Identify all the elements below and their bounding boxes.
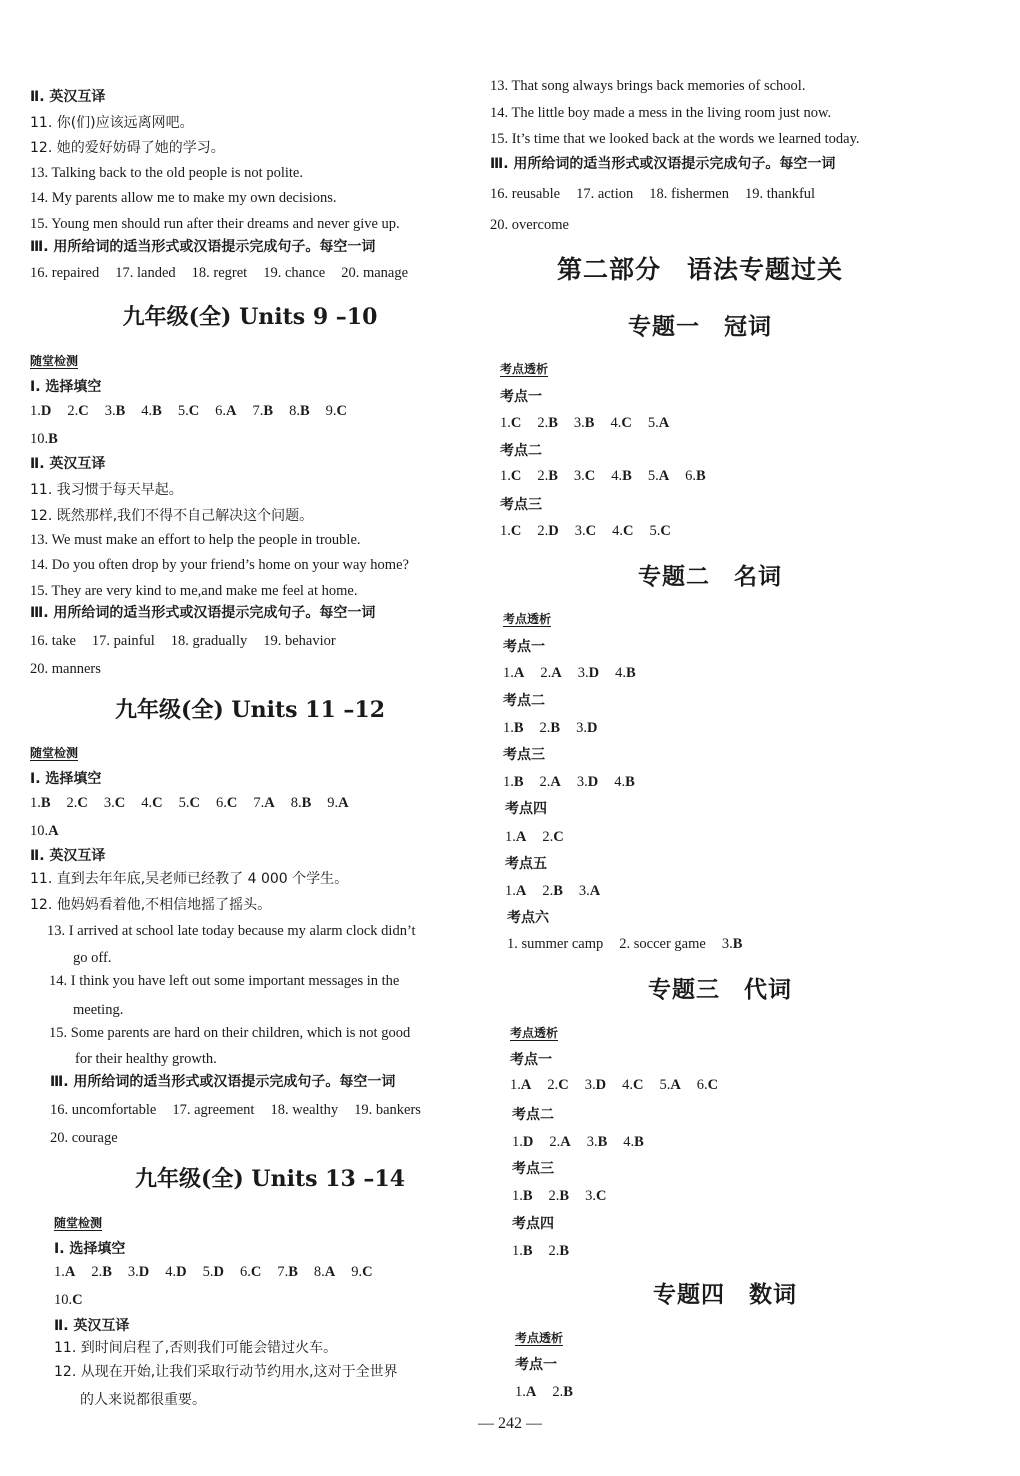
answer-letter: B: [548, 415, 558, 431]
choice-answers: [500, 414, 685, 432]
answer-item: 1.C: [500, 523, 522, 539]
answer-item: 5.C: [177, 403, 200, 419]
translation-line: 15. Some parents are hard on their children, which is not good: [49, 1025, 411, 1041]
topic-title: 专题四 数词: [653, 1282, 797, 1308]
choice-answers: [30, 430, 74, 448]
answer-letter: D: [587, 774, 599, 790]
answer-item: 19. bankers: [354, 1102, 421, 1118]
answer-item: 1.D: [30, 403, 52, 419]
answer-item: 7.B: [277, 1264, 298, 1280]
answer-item: 16. uncomfortable: [50, 1102, 157, 1118]
answer-item: 2.C: [67, 403, 89, 419]
translation-line: 12. 既然那样,我们不得不自己解决这个问题。: [30, 508, 314, 524]
answer-letter: B: [115, 403, 126, 419]
answer-letter: B: [263, 403, 274, 419]
answer-letter: B: [597, 1134, 608, 1150]
answer-item: 3.D: [576, 774, 599, 790]
word-answers: [490, 185, 831, 203]
answer-letter: C: [660, 523, 671, 539]
choice-answers: [512, 1187, 622, 1205]
answer-item: 4.B: [623, 1134, 644, 1150]
answer-item: 3.B: [104, 403, 126, 419]
word-answers: [30, 632, 352, 650]
choice-answers: [503, 719, 613, 737]
answer-item: 2.B: [548, 1243, 570, 1259]
answer-item: 18. fishermen: [649, 186, 729, 202]
answer-item: 17. action: [576, 186, 634, 202]
answer-letter: C: [707, 1077, 719, 1093]
answer-letter: A: [513, 665, 525, 681]
answer-letter: A: [589, 883, 601, 899]
answer-item: 5.A: [659, 1077, 681, 1093]
answer-item: 2.A: [540, 665, 562, 681]
answer-item: 1.A: [505, 883, 527, 899]
answer-item: 1.B: [512, 1188, 533, 1204]
unit-title: 九年级(全) Units 13 –14: [134, 1166, 406, 1192]
answer-item: 1.B: [30, 795, 51, 811]
answer-letter: C: [510, 523, 522, 539]
answer-letter: B: [622, 468, 632, 484]
section-heading: Ⅰ. 选择填空: [30, 379, 102, 395]
word-answers: [30, 264, 424, 282]
test-point: 考点一: [500, 389, 542, 405]
answer-letter: B: [550, 720, 561, 736]
answer-letter: B: [584, 415, 595, 431]
test-point: 考点一: [510, 1052, 552, 1068]
choice-answers: [30, 794, 365, 812]
translation-line: 13. Talking back to the old people is not polite.: [30, 165, 303, 181]
answer-letter: B: [563, 1384, 573, 1400]
answer-item: 8.B: [290, 795, 312, 811]
answer-letter: A: [551, 665, 562, 681]
answer-letter: C: [336, 403, 347, 419]
word-answers: [50, 1101, 437, 1119]
answer-letter: A: [264, 795, 275, 811]
answer-item: 4.C: [612, 523, 634, 539]
answer-letter: B: [625, 774, 635, 790]
answer-letter: C: [558, 1077, 569, 1093]
answer-letter: A: [658, 468, 670, 484]
answer-letter: B: [40, 795, 51, 811]
answer-item: 2.A: [549, 1134, 571, 1150]
answer-letter: B: [522, 1243, 533, 1259]
answer-letter: B: [634, 1134, 644, 1150]
answer-letter: D: [522, 1134, 534, 1150]
answer-item: 2.B: [552, 1384, 573, 1400]
answer-letter: B: [522, 1188, 533, 1204]
translation-line-continued: go off.: [73, 950, 112, 966]
answer-item: 9.C: [325, 403, 347, 419]
answer-item: 19. chance: [263, 265, 326, 281]
answer-item: 4.B: [614, 774, 635, 790]
answer-letter: C: [595, 1188, 607, 1204]
answer-letter: B: [102, 1264, 112, 1280]
answer-letter: C: [632, 1077, 644, 1093]
answer-letter: B: [696, 468, 706, 484]
section-heading: Ⅱ. 英汉互译: [30, 848, 106, 864]
answer-item: 19. behavior: [263, 633, 336, 649]
answer-item: 4.C: [622, 1077, 644, 1093]
topic-title: 专题三 代词: [648, 977, 792, 1003]
answer-letter: B: [732, 936, 743, 952]
answer-item: 18. wealthy: [270, 1102, 339, 1118]
answer-item: 1.B: [512, 1243, 533, 1259]
answer-letter: B: [301, 795, 312, 811]
answer-item: 17. agreement: [172, 1102, 255, 1118]
translation-line: 15. They are very kind to me,and make me feel at home.: [30, 583, 358, 599]
choice-answers: [30, 822, 75, 840]
answer-letter: C: [362, 1264, 373, 1280]
answer-letter: C: [189, 795, 200, 811]
choice-answers: [500, 467, 722, 485]
answer-item: 5.D: [202, 1264, 224, 1280]
answer-item: 2.B: [542, 883, 563, 899]
answer-item: 3.B: [573, 415, 595, 431]
answer-item: 2.B: [537, 468, 558, 484]
answer-letter: C: [226, 795, 238, 811]
answer-letter: A: [515, 829, 527, 845]
section-heading: Ⅲ. 用所给词的适当形式或汉语提示完成句子。每空一词: [490, 156, 836, 172]
answer-letter: B: [625, 665, 636, 681]
answer-letter: C: [585, 523, 597, 539]
answer-item: 1.A: [503, 665, 525, 681]
translation-line: 13. That song always brings back memories of school.: [490, 78, 806, 94]
answer-letter: B: [548, 468, 558, 484]
answer-item: 7.B: [252, 403, 274, 419]
answer-item: 2.B: [548, 1188, 570, 1204]
answer-letter: C: [553, 829, 564, 845]
answer-item: 2.B: [539, 720, 561, 736]
section-label: 随堂检测: [30, 354, 79, 368]
answer-item: 4.D: [165, 1264, 187, 1280]
answer-item: 3.C: [573, 468, 596, 484]
answer-item: 3.D: [584, 1077, 607, 1093]
test-point: 考点四: [512, 1216, 554, 1232]
word-answer: 20. courage: [50, 1130, 118, 1146]
translation-line: 12. 从现在开始,让我们采取行动节约用水,这对于全世界: [54, 1364, 398, 1380]
translation-line: 14. My parents allow me to make my own decisions.: [30, 190, 337, 206]
translation-line: 14. The little boy made a mess in the living room just now.: [490, 105, 832, 121]
word-answer: 20. overcome: [490, 217, 569, 233]
answer-item: 2.A: [539, 774, 561, 790]
answer-item: 1.C: [500, 415, 522, 431]
answer-letter: C: [188, 403, 200, 419]
answer-letter: C: [78, 403, 89, 419]
answer-letter: A: [560, 1134, 571, 1150]
answer-letter: C: [584, 468, 596, 484]
test-point: 考点四: [505, 801, 547, 817]
choice-answers: [500, 522, 687, 540]
section-label: 考点透析: [510, 1026, 559, 1040]
answer-item: 16. repaired: [30, 265, 100, 281]
translation-line: 11. 到时间启程了,否则我们可能会错过火车。: [54, 1340, 338, 1356]
answer-letter: B: [152, 403, 162, 419]
answer-item: 4.C: [610, 415, 632, 431]
translation-line: 11. 直到去年年底,吴老师已经教了 4 000 个学生。: [30, 871, 349, 887]
choice-answers: [510, 1076, 734, 1094]
answer-item: 2. soccer game: [619, 936, 706, 952]
answer-item: 1.D: [512, 1134, 534, 1150]
answer-letter: C: [621, 415, 632, 431]
choice-answers: [505, 828, 580, 846]
answer-letter: A: [670, 1077, 681, 1093]
answer-letter: D: [40, 403, 52, 419]
answer-letter: C: [152, 795, 163, 811]
answer-item: 18. regret: [191, 265, 248, 281]
answer-item: 3.D: [576, 720, 598, 736]
test-point: 考点三: [512, 1161, 554, 1177]
answer-letter: C: [72, 1292, 83, 1308]
answer-item: 18. gradually: [170, 633, 248, 649]
answer-item: 6.A: [215, 403, 237, 419]
answer-item: 2.B: [91, 1264, 112, 1280]
translation-line: 11. 你(们)应该远离网吧。: [30, 115, 194, 131]
unit-title: 九年级(全) Units 11 –12: [114, 697, 386, 723]
section-label: 随堂检测: [30, 746, 79, 760]
topic-title: 专题一 冠词: [628, 314, 772, 340]
test-point: 考点一: [503, 639, 545, 655]
answer-letter: D: [586, 720, 598, 736]
section-heading: Ⅰ. 选择填空: [54, 1241, 126, 1257]
test-point: 考点二: [500, 443, 542, 459]
section-heading: Ⅲ. 用所给词的适当形式或汉语提示完成句子。每空一词: [30, 605, 376, 621]
answer-letter: A: [48, 823, 59, 839]
answer-item: 16. reusable: [490, 186, 561, 202]
answer-item: 10.A: [30, 823, 59, 839]
answer-item: 6.B: [685, 468, 706, 484]
answer-item: 6.C: [215, 795, 238, 811]
answer-letter: A: [515, 883, 527, 899]
answer-item: 3.D: [127, 1264, 150, 1280]
answer-item: 16. take: [30, 633, 76, 649]
translation-line: 12. 他妈妈看着他,不相信地摇了摇头。: [30, 897, 272, 913]
test-point: 考点五: [505, 856, 547, 872]
word-answer: 20. manners: [30, 661, 101, 677]
answer-item: 6.C: [239, 1264, 262, 1280]
answer-letter: A: [525, 1384, 537, 1400]
translation-line-continued: 的人来说都很重要。: [80, 1392, 206, 1408]
choice-answers: [30, 402, 363, 420]
section-label: 随堂检测: [54, 1216, 103, 1230]
answer-item: 3.A: [578, 883, 601, 899]
answer-item: 1.B: [503, 774, 524, 790]
choice-answers: [503, 773, 651, 791]
answer-letter: A: [550, 774, 561, 790]
answer-letter: D: [213, 1264, 224, 1280]
answer-letter: A: [520, 1077, 532, 1093]
answer-item: 2.B: [537, 415, 558, 431]
answer-letter: C: [250, 1264, 262, 1280]
page-number: — 242 —: [478, 1415, 542, 1432]
answer-item: 17. painful: [91, 633, 155, 649]
section-heading: Ⅲ. 用所给词的适当形式或汉语提示完成句子。每空一词: [30, 239, 376, 255]
answer-item: 1.A: [54, 1264, 76, 1280]
translation-line: 14. Do you often drop by your friend’s home on your way home?: [30, 557, 409, 573]
translation-line-continued: meeting.: [73, 1002, 124, 1018]
section-heading: Ⅰ. 选择填空: [30, 771, 102, 787]
answer-letter: C: [622, 523, 634, 539]
answer-letter: B: [559, 1188, 570, 1204]
unit-title: 九年级(全) Units 9 –10: [122, 304, 378, 330]
answer-item: 1.A: [510, 1077, 532, 1093]
answer-letter: B: [48, 431, 58, 447]
choice-answers: [512, 1133, 660, 1151]
answer-item: 17. landed: [115, 265, 176, 281]
translation-line: 15. Young men should run after their dreams and never give up.: [30, 216, 400, 232]
answer-item: 2.C: [542, 829, 564, 845]
section-heading: Ⅲ. 用所给词的适当形式或汉语提示完成句子。每空一词: [50, 1074, 396, 1090]
answer-item: 2.C: [547, 1077, 569, 1093]
answer-item: 4.B: [141, 403, 162, 419]
answer-letter: C: [114, 795, 126, 811]
answer-letter: A: [324, 1264, 336, 1280]
section-heading: Ⅱ. 英汉互译: [30, 89, 106, 105]
test-point: 考点二: [512, 1107, 554, 1123]
answer-item: 1.B: [503, 720, 524, 736]
section-label: 考点透析: [515, 1331, 564, 1345]
answer-item: 5.A: [647, 468, 670, 484]
answer-item: 3.B: [586, 1134, 608, 1150]
choice-answers: [507, 935, 758, 953]
section-heading: Ⅱ. 英汉互译: [54, 1318, 130, 1334]
answer-item: 10.C: [54, 1292, 83, 1308]
choice-answers: [515, 1383, 589, 1401]
test-point: 考点一: [515, 1357, 557, 1373]
answer-item: 3.C: [585, 1188, 607, 1204]
translation-line: 15. It’s time that we looked back at the words we learned today.: [490, 131, 860, 147]
test-point: 考点三: [500, 497, 542, 513]
answer-item: 19. thankful: [744, 186, 816, 202]
answer-item: 9.A: [327, 795, 349, 811]
answer-letter: C: [77, 795, 88, 811]
answer-item: 3.B: [721, 936, 743, 952]
translation-line: 14. I think you have left out some important messages in the: [49, 973, 400, 989]
choice-answers: [512, 1242, 585, 1260]
answer-item: 4.B: [615, 665, 636, 681]
test-point: 考点三: [503, 747, 545, 763]
part-title: 第二部分 语法专题过关: [556, 255, 843, 284]
answer-item: 1. summer camp: [507, 936, 604, 952]
answer-item: 1.C: [500, 468, 522, 484]
answer-item: 20. manage: [341, 265, 409, 281]
choice-answers: [54, 1291, 99, 1309]
topic-title: 专题二 名词: [638, 564, 782, 590]
section-heading: Ⅱ. 英汉互译: [30, 456, 106, 472]
answer-item: 10.B: [30, 431, 58, 447]
answer-letter: B: [553, 883, 563, 899]
answer-letter: B: [299, 403, 310, 419]
answer-item: 8.B: [289, 403, 310, 419]
answer-letter: B: [288, 1264, 298, 1280]
answer-letter: A: [658, 415, 670, 431]
answer-letter: A: [226, 403, 237, 419]
answer-item: 3.C: [103, 795, 126, 811]
answer-item: 6.C: [696, 1077, 719, 1093]
choice-answers: [505, 882, 616, 900]
answer-item: 1.A: [515, 1384, 537, 1400]
translation-line: 11. 我习惯于每天早起。: [30, 482, 183, 498]
answer-item: 2.C: [66, 795, 88, 811]
translation-line: 13. We must make an effort to help the people in trouble.: [30, 532, 361, 548]
section-label: 考点透析: [503, 612, 552, 626]
answer-item: 2.D: [537, 523, 559, 539]
answer-item: 4.C: [141, 795, 163, 811]
test-point: 考点六: [507, 910, 549, 926]
section-label: 考点透析: [500, 362, 549, 376]
choice-answers: [54, 1263, 389, 1281]
answer-letter: A: [64, 1264, 76, 1280]
answer-item: 8.A: [313, 1264, 336, 1280]
answer-letter: C: [510, 468, 522, 484]
answer-letter: D: [595, 1077, 607, 1093]
answer-letter: D: [176, 1264, 187, 1280]
answer-letter: C: [510, 415, 522, 431]
answer-item: 3.D: [577, 665, 600, 681]
answer-letter: B: [513, 720, 524, 736]
answer-letter: B: [559, 1243, 570, 1259]
choice-answers: [503, 664, 652, 682]
translation-line: 13. I arrived at school late today because my alarm clock didn’t: [47, 923, 416, 939]
answer-item: 4.B: [611, 468, 632, 484]
answer-letter: B: [513, 774, 524, 790]
answer-item: 1.A: [505, 829, 527, 845]
answer-item: 3.C: [574, 523, 597, 539]
answer-item: 5.C: [649, 523, 671, 539]
translation-line-continued: for their healthy growth.: [75, 1051, 217, 1067]
answer-item: 5.A: [647, 415, 670, 431]
answer-item: 5.C: [178, 795, 200, 811]
answer-letter: A: [338, 795, 349, 811]
test-point: 考点二: [503, 693, 545, 709]
answer-letter: D: [138, 1264, 150, 1280]
answer-item: 7.A: [253, 795, 275, 811]
answer-item: 9.C: [351, 1264, 373, 1280]
answer-letter: D: [588, 665, 600, 681]
translation-line: 12. 她的爱好妨碍了她的学习。: [30, 140, 225, 156]
answer-letter: D: [548, 523, 559, 539]
